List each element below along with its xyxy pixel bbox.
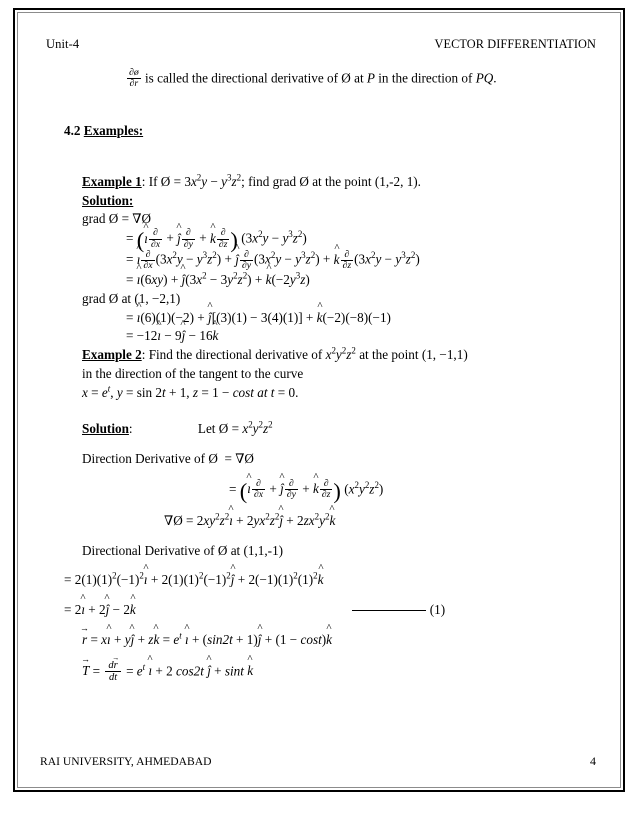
section-heading <box>64 122 590 141</box>
header-unit-label: Unit-4 <box>46 37 80 51</box>
intro-sentence <box>126 69 590 90</box>
intro-period: . <box>493 70 497 86</box>
example1-solution-label-row <box>82 192 590 211</box>
example1-statement <box>82 173 590 192</box>
example2-label: Example 2 <box>82 347 142 363</box>
intro-text-2: in the direction of <box>374 70 476 86</box>
example2-solution-label: Solution <box>82 421 129 437</box>
example1-line-expanded: = ı ^ $\frac{\partial}{\partial x}$ $(3x^2y - y^3z^2)$ + ĵ ^ $\frac{\partial}{\partial y}$ $(3x^2y - y^3z^2) + k$ ^ $\frac{\partial}{\partial z}$ $(3x^2y - y^3z^2)$ <box>126 250 590 271</box>
page-border-outer <box>13 8 625 792</box>
example2-result-row <box>64 601 590 620</box>
example2-colon: : <box>141 347 146 363</box>
document-content <box>18 69 620 684</box>
example2-let-text: Let Ø = $x^2y^2z^2$ <box>197 419 273 437</box>
example1-line-substituted: = ı ^(6)(1)(−2) + ĵ ^[(3)(1) − 3(4)(1)] + k ^(−2)(−8)(−1) <box>126 309 590 328</box>
page-header <box>46 37 596 52</box>
intro-text-1: is called the directional derivative of Ø at <box>141 70 367 86</box>
partial-phi-over-partial-r-fraction: $\frac{\partial ø}{\partial r}$ <box>129 67 139 90</box>
footer-institution: RAI UNIVERSITY, AHMEDABAD <box>40 755 212 768</box>
example1-solution-label: Solution: <box>82 192 134 208</box>
header-chapter-title: VECTOR DIFFERENTIATION <box>434 37 596 51</box>
example2-gradient-line: ∇Ø = $2xy^2z^2ı$ ^ + $2yx^2z^2ĵ$ ^ + $2zx^2y^2k$ ^ <box>164 512 590 531</box>
example1-line-grad: grad Ø = ∇Ø <box>82 211 152 227</box>
example2-statement-line2: in the direction of the tangent to the curve <box>82 365 304 381</box>
page-border-inner <box>17 12 621 788</box>
example1-statement-text: If Ø = $3x^2y - y^3z^2$; find grad Ø at the point (1,-2, 1). <box>148 172 421 189</box>
example2-statement-line3: $x = e^t$, y = sin 2t + 1, z = 1 − cost at t = 0. <box>82 383 299 400</box>
example2-statement-line1 <box>82 346 590 365</box>
example2-statement-text-1: Find the directional derivative of $x^2y^2z^2$ at the point (1, −1,1) <box>148 345 468 363</box>
example2-operator-line: = (ı ^ $\frac{\partial}{\partial x}$ + ĵ ^ $\frac{\partial}{\partial y}$ + k ^ $\frac{\partial}{\partial z}$ ) $(x^2y^2z^2)$ <box>229 480 590 501</box>
intro-segment-pq: PQ <box>475 70 494 86</box>
example2-solution-row <box>82 420 590 439</box>
example2-position-vector-line: r → = xı ^ + yĵ ^ + zk ^ = $e^t$ ı ^ + (sin2t + 1)ĵ ^ + (1 − cost)k ^ <box>82 631 590 650</box>
example2-eval-line: = $2(1)(1)^2(-1)^2ı$ ^ + $2(1)(1)^2(-1)^2ĵ$ ^ + $2(-1)(1)^2(1)^2k$ ^ <box>64 571 590 590</box>
example1-line-result: = −12ı ^ − 9ĵ ^ − 16k ^ <box>126 327 590 346</box>
example1-line-derivative: = ı ^(6xy) + ĵ $\^{}(3x^2 - 3y^2z^2) + k$ $\^{}(-2y^3z)$ <box>126 271 590 290</box>
example1-line-gradat: grad Ø at (1, −2,1) <box>82 290 181 306</box>
example1-line-operator: = (ı ^ $\frac{\partial}{\partial x}$ + ĵ ^ $\frac{\partial}{\partial y}$ + k ^ $\frac{\partial}{\partial z}$ ) $(3x^2y - y^3z^2)$ <box>126 229 590 250</box>
example1-label: Example 1 <box>82 173 142 189</box>
example2-solution-colon: : <box>128 421 133 437</box>
section-title: Examples: <box>83 123 144 139</box>
example2-direction-derivative-line: Direction Derivative of Ø = ∇Ø <box>82 451 254 467</box>
footer-page-number: 4 <box>590 754 596 768</box>
example2-equation-number: (1) <box>429 602 446 618</box>
example1-colon: : <box>141 173 146 189</box>
example2-dd-at-line: Directional Derivative of Ø at (1,1,-1) <box>82 542 284 558</box>
example2-result-expression: = 2ı ^ + 2ĵ ^ − 2k ^ <box>64 602 136 617</box>
equation-number-rule <box>352 610 426 611</box>
page-footer <box>40 754 596 769</box>
example2-tangent-vector-line: T → = $\frac{dr \to}{dt}$ = $e^t$ ı ^ + 2 cos2t ĵ ^ + sint k ^ <box>82 661 590 684</box>
intro-point-p: P <box>366 70 375 86</box>
page-body <box>18 13 620 787</box>
section-number: 4.2 <box>64 123 81 139</box>
